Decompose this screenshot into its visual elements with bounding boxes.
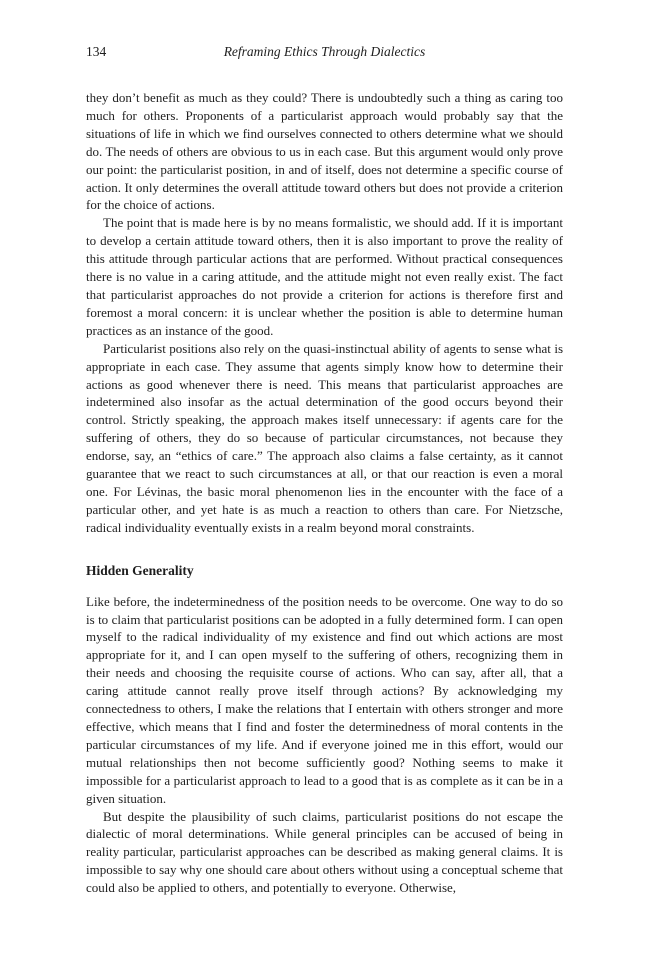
paragraph: they don’t benefit as much as they could? There is undoubtedly such a thing as caring too much for others. Proponents of a particularist approach would probably say that the situations of life in which we find ourselves connected to others determine what we should do. The needs of others are obvious to us in each case. But this argument would only prove our point: the particularist position, in and of itself, does not determine a specific course of action. It only determines the overall attitude toward others but does not provide a criterion for the choice of actions. xyxy=(86,90,563,213)
paragraph: But despite the plausibility of such claims, particularist positions do not escape the dialectic of moral determinations. While general principles can be accused of being in reality particular, particularist approaches can be described as making general claims. It is impossible to say why one should care about others without using a conceptual scheme that could also be applied to others, and potentially to everyone. Otherwise, xyxy=(86,808,563,896)
section-heading: Hidden Generality xyxy=(86,562,194,578)
paragraph: Like before, the indeterminedness of the position needs to be overcome. One way to do so is to claim that particularist positions can be adopted in a fully determined form. I can open myself to the radical individuality of my existence and find out which actions are most appropriate for it, and I can open myself to the suffering of others, recognizing them in their needs and choosing the requisite course of actions. Who can say, after all, that a caring attitude cannot really prove itself through actions? By acknowledging my connectedness to others, I make the relations that I entertain with others stronger and more effective, which means that I find and foster the determinedness of moral contents in the particular circumstances of my life. And if everyone joined me in this effort, would our mutual relationships then not become sufficiently good? Nothing seems to make it impossible for a particularist approach to lead to a good that is as complete as it can be in a given situation. xyxy=(86,593,563,806)
text-body xyxy=(86,89,563,897)
running-header xyxy=(86,44,563,64)
running-title: Reframing Ethics Through Dialectics xyxy=(223,44,426,59)
paragraph: The point that is made here is by no means formalistic, we should add. If it is important to develop a certain attitude toward others, then it is also important to prove the reality of this attitude through particular actions that are performed. Without practical consequences there is no value in a caring attitude, and the attitude might not even really exist. The fact that particularist approaches do not provide a criterion for actions is therefore first and foremost a moral concern: it is unclear whether the position is able to determine human practices as an instance of the good. xyxy=(86,215,563,338)
page-number: 134 xyxy=(86,44,107,59)
paragraph: Particularist positions also rely on the quasi-instinctual ability of agents to sense what is appropriate in each case. They assume that agents simply know how to determine their actions as good whenever there is need. This means that particularist approaches are indetermined also insofar as the actual determination of the good occurs beyond their control. Strictly speaking, the approach makes itself unnecessary: if agents care for the suffering of others, they do so because of particular circumstances, not because they endorse, say, an “ethics of care.” The approach also claims a false certainty, as it cannot guarantee that we react to such circumstances at all, or that our reaction is even a moral one. For Lévinas, the basic moral phenomenon lies in the encounter with the face of a particular other, and yet hate is as much a reaction to others than care. For Nietzsche, radical individuality eventually exists in a realm beyond moral constraints. xyxy=(86,340,563,535)
